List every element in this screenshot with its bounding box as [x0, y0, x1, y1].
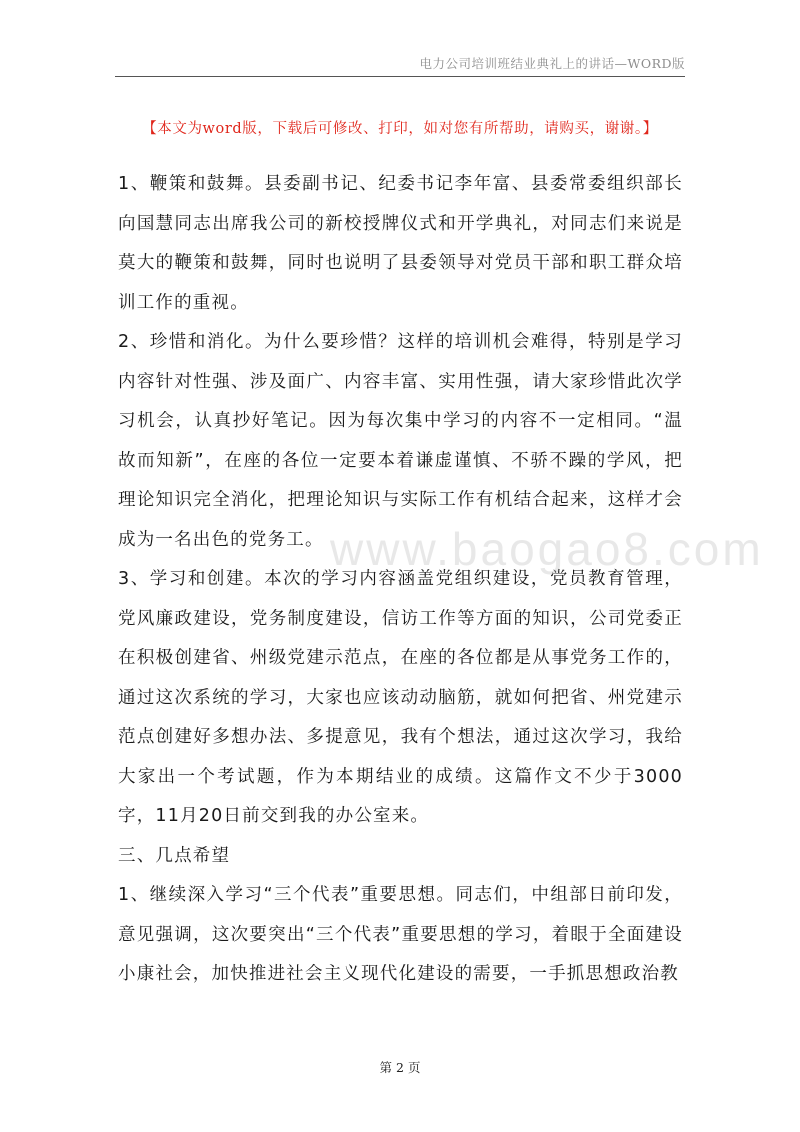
page-header [115, 52, 685, 77]
paragraph-encouragement: 1、鞭策和鼓舞。县委副书记、纪委书记李年富、县委常委组织部长向国慧同志出席我公司的新校授牌仪式和开学典礼，对同志们来说是莫大的鞭策和鼓舞，同时也说明了县委领导对党员干部和职工群众培训工作的重视。 [118, 174, 683, 313]
page-number: 第 2 页 [379, 1060, 421, 1075]
document-body [118, 165, 683, 995]
paragraph-three-represents: 1、继续深入学习“三个代表”重要思想。同志们，中组部日前印发，意见强调，这次要突出“三个代表”重要思想的学习，着眼于全面建设小康社会，加快推进社会主义现代化建设的需要，一手抓思想政治教 [118, 885, 683, 984]
section-heading-hopes: 三、几点希望 [118, 845, 231, 866]
purchase-notice: 【本文为word版，下载后可修改、打印，如对您有所帮助，请购买，谢谢。】 [142, 121, 658, 137]
watermark: www.baogao8.com [330, 523, 764, 575]
paragraph-study-create: 3、学习和创建。本次的学习内容涵盖党组织建设，党员教育管理，党风廉政建设，党务制度建设，信访工作等方面的知识，公司党委正在积极创建省、州级党建示范点，在座的各位都是从事党务工作的，通过这次系统的学习，大家也应该动动脑筋，就如何把省、州党建示范点创建好多想办法、多提意见，我有个想法，通过这次学习，我给大家出一个考试题，作为本期结业的成绩。这篇作文不少于3000字，11月20日前交到我的办公室来。 [118, 569, 683, 826]
header-title: 电力公司培训班结业典礼上的讲话—WORD版 [419, 56, 685, 71]
paragraph-cherish: 2、珍惜和消化。为什么要珍惜？这样的培训机会难得，特别是学习内容针对性强、涉及面广、内容丰富、实用性强，请大家珍惜此次学习机会，认真抄好笔记。因为每次集中学习的内容不一定相同。“温故而知新”，在座的各位一定要本着谦虚谨慎、不骄不躁的学风，把理论知识完全消化，把理论知识与实际工作有机结合起来，这样才会成为一名出色的党务工。 [118, 332, 683, 550]
